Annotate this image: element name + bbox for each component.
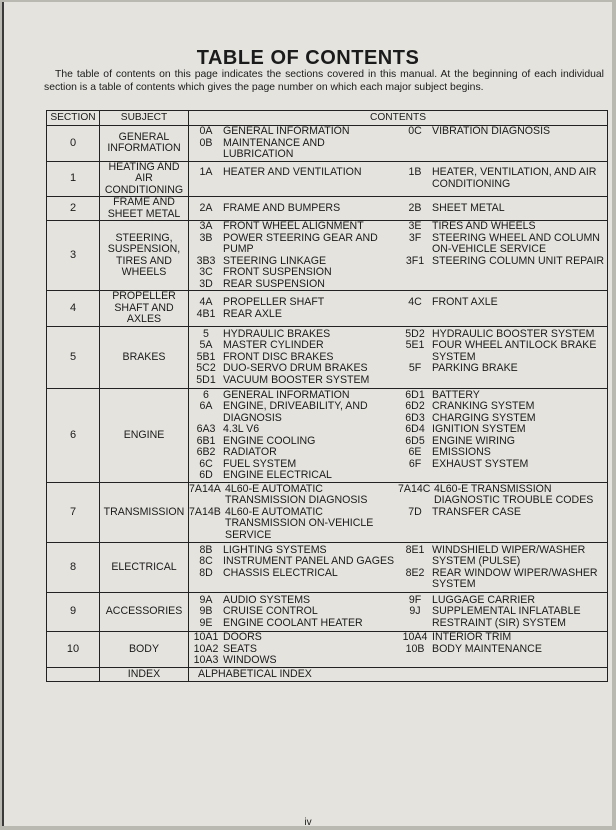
section-contents (189, 483, 608, 543)
contents-entry (398, 459, 607, 471)
contents-entry (189, 221, 398, 233)
header-section: SECTION (47, 111, 100, 126)
subsection-title: BATTERY (432, 388, 480, 401)
contents-entry (189, 655, 398, 667)
subsection-title: ENGINE COOLING (223, 434, 316, 447)
section-contents (189, 291, 608, 327)
contents-entry (398, 221, 607, 233)
section-contents (189, 161, 608, 197)
section-number: 5 (47, 327, 100, 389)
section-contents (189, 543, 608, 593)
contents-column-right (398, 545, 607, 591)
subsection-title: LIGHTING SYSTEMS (223, 543, 327, 556)
subsection-title: AUDIO SYSTEMS (223, 593, 311, 606)
subsection-title: FRONT WHEEL ALIGNMENT (223, 220, 364, 232)
section-contents (189, 126, 608, 162)
subsection-title: EMISSIONS (432, 446, 491, 458)
subsection-title: CHARGING SYSTEM (432, 411, 536, 424)
subsection-code: 6B2 (196, 446, 216, 458)
subsection-code: 4B1 (196, 307, 216, 320)
contents-column-right (398, 297, 607, 320)
contents-entry (398, 606, 607, 629)
subsection-title: FRONT AXLE (432, 296, 498, 308)
contents-entry (398, 126, 607, 138)
subsection-title: MASTER CYLINDER (223, 339, 324, 352)
subsection-code: 9J (409, 605, 421, 618)
contents-column-left (189, 595, 398, 630)
subsection-code: 6E (408, 446, 422, 458)
subsection-title: FRONT DISC BRAKES (223, 350, 334, 363)
subsection-title: BODY MAINTENANCE (432, 642, 542, 655)
subsection-title: DUO-SERVO DRUM BRAKES (223, 362, 368, 375)
contents-entry (398, 363, 607, 375)
subsection-code: 3E (408, 220, 422, 232)
subsection-title: REAR AXLE (223, 307, 282, 320)
section-subject: ENGINE (100, 389, 189, 483)
contents-column-right (398, 167, 607, 190)
subsection-title: GENERAL INFORMATION (223, 125, 350, 137)
subsection-code: 5A (199, 339, 213, 352)
contents-entry (189, 470, 398, 482)
table-row (47, 593, 608, 632)
contents-entry (398, 484, 607, 507)
contents-column-left (189, 390, 398, 482)
contents-column-right (398, 126, 607, 161)
contents-entry (189, 424, 398, 436)
subsection-title: IGNITION SYSTEM (432, 423, 526, 435)
subsection-code: 7A14A (189, 482, 221, 495)
contents-entry (398, 233, 607, 256)
contents-column-left (189, 221, 398, 290)
subsection-title: FOUR WHEEL ANTILOCK BRAKE SYSTEM (432, 339, 597, 363)
section-subject: FRAME AND SHEET METAL (100, 197, 189, 221)
subsection-code: 6A (199, 400, 213, 412)
table-row (47, 221, 608, 291)
section-subject: ACCESSORIES (100, 593, 189, 632)
subsection-code: 2A (199, 201, 213, 214)
contents-column-left (189, 167, 398, 190)
table-row (47, 327, 608, 389)
index-subject: INDEX (100, 668, 189, 682)
subsection-code: 10B (405, 642, 425, 655)
subsection-title: EXHAUST SYSTEM (432, 457, 529, 470)
subsection-title: REAR WINDOW WIPER/WASHER SYSTEM (432, 566, 598, 590)
contents-entry (189, 436, 398, 448)
subsection-title: FUEL SYSTEM (223, 457, 297, 470)
subsection-title: WINDOWS (223, 654, 277, 667)
contents-entry (189, 297, 398, 309)
section-number: 1 (47, 161, 100, 197)
subsection-title: CRUISE CONTROL (223, 605, 318, 618)
subsection-code: 3F1 (405, 254, 425, 267)
subsection-code: 2B (408, 201, 422, 214)
subsection-code: 5D2 (405, 327, 425, 340)
subsection-title: SEATS (223, 642, 257, 655)
subsection-code: 8E2 (405, 566, 425, 579)
contents-column-right (398, 221, 607, 290)
index-row (47, 668, 608, 682)
subsection-code: 6D3 (405, 411, 425, 424)
section-subject: HEATING AND AIR CONDITIONING (100, 161, 189, 197)
contents-entry (189, 375, 398, 387)
index-section-cell (47, 668, 100, 682)
contents-column-left (189, 126, 398, 161)
subsection-code: 6D (199, 469, 213, 481)
subsection-title: ENGINE COOLANT HEATER (223, 616, 363, 629)
contents-entry (398, 447, 607, 459)
subsection-title: MAINTENANCE AND LUBRICATION (223, 136, 325, 160)
subsection-code: 0B (199, 136, 213, 149)
section-number: 2 (47, 197, 100, 221)
subsection-code: 7A14B (189, 505, 221, 518)
page-number: iv (304, 817, 312, 828)
subsection-code: 4A (199, 296, 213, 308)
contents-entry (398, 203, 607, 215)
section-number: 4 (47, 291, 100, 327)
contents-column-left (189, 545, 398, 591)
subsection-code: 10A4 (402, 631, 428, 644)
contents-column-left (189, 329, 398, 387)
contents-entry (398, 297, 607, 309)
subsection-code: 5E1 (405, 339, 425, 352)
subsection-code: 7A14C (398, 482, 431, 495)
contents-column-right (398, 632, 607, 667)
subsection-title: FRONT SUSPENSION (223, 266, 332, 278)
subsection-title: DOORS (223, 631, 262, 644)
subsection-code: 8B (199, 543, 213, 556)
contents-column-left (189, 632, 398, 667)
subsection-title: PROPELLER SHAFT (223, 296, 325, 308)
contents-column-right (398, 595, 607, 630)
section-number: 7 (47, 483, 100, 543)
contents-entry (398, 340, 607, 363)
section-subject: ELECTRICAL (100, 543, 189, 593)
section-number: 0 (47, 126, 100, 162)
subsection-title: LUGGAGE CARRIER (432, 593, 536, 606)
contents-entry (189, 447, 398, 459)
subsection-code: 8D (199, 566, 213, 579)
header-contents: CONTENTS (189, 111, 608, 126)
subsection-title: REAR SUSPENSION (223, 277, 325, 290)
subsection-title: STEERING WHEEL AND COLUMN ON-VEHICLE SERVICE (432, 231, 600, 255)
subsection-title: ENGINE ELECTRICAL (223, 469, 332, 481)
contents-column-left (189, 297, 398, 320)
section-contents (189, 327, 608, 389)
subsection-code: 1B (408, 166, 422, 179)
index-contents: ALPHABETICAL INDEX (189, 668, 608, 682)
subsection-code: 6D5 (405, 434, 425, 447)
subsection-title: SHEET METAL (432, 201, 505, 214)
contents-column-left (189, 484, 398, 542)
subsection-code: 6D2 (405, 400, 425, 412)
subsection-title: HEATER AND VENTILATION (223, 166, 362, 179)
subsection-code: 8E1 (405, 543, 425, 556)
subsection-title: 4L60-E AUTOMATIC TRANSMISSION DIAGNOSIS (225, 482, 368, 507)
contents-column-right (398, 329, 607, 387)
subsection-title: HEATER, VENTILATION, AND AIR CONDITIONING (432, 166, 597, 190)
subsection-code: 6A3 (196, 423, 216, 435)
contents-entry (189, 556, 398, 568)
subsection-title: 4L60-E AUTOMATIC TRANSMISSION ON-VEHICLE SERVICE (225, 505, 374, 541)
intro-paragraph: The table of contents on this page indicates the sections covered in this manual. At the beginning of each individual section is a table of contents which gives the page number on which each major subject begins. (44, 69, 604, 93)
subsection-code: 0C (408, 125, 422, 137)
subsection-title: WINDSHIELD WIPER/WASHER SYSTEM (PULSE) (432, 543, 586, 567)
contents-column-right (398, 390, 607, 482)
subsection-title: STEERING COLUMN UNIT REPAIR (432, 254, 605, 267)
contents-entry (398, 401, 607, 413)
table-row (47, 632, 608, 668)
subsection-title: POWER STEERING GEAR AND PUMP (223, 231, 378, 255)
section-subject: BODY (100, 632, 189, 668)
table-row (47, 543, 608, 593)
subsection-code: 6 (203, 388, 209, 401)
subsection-title: ENGINE, DRIVEABILITY, AND DIAGNOSIS (223, 400, 368, 424)
contents-entry (398, 545, 607, 568)
subsection-code: 5 (203, 327, 209, 340)
subsection-code: 7D (408, 505, 422, 518)
subsection-code: 6D4 (405, 423, 425, 435)
subsection-code: 5C2 (196, 362, 216, 375)
subsection-title: VACUUM BOOSTER SYSTEM (223, 373, 370, 386)
section-number: 8 (47, 543, 100, 593)
manual-page (2, 2, 612, 826)
section-subject: STEERING, SUSPENSION, TIRES AND WHEELS (100, 221, 189, 291)
subsection-code: 3A (199, 220, 213, 232)
section-subject: TRANSMISSION (100, 483, 189, 543)
subsection-code: 10A1 (193, 631, 219, 644)
contents-entry (398, 644, 607, 656)
contents-entry (189, 267, 398, 279)
subsection-title: STEERING LINKAGE (223, 254, 327, 267)
section-contents (189, 221, 608, 291)
section-number: 10 (47, 632, 100, 668)
subsection-title: ENGINE WIRING (432, 434, 515, 447)
contents-column-right (398, 203, 607, 215)
contents-entry (189, 507, 398, 542)
subsection-title: RADIATOR (223, 446, 277, 458)
subsection-code: 9E (199, 616, 213, 629)
subsection-code: 3C (199, 266, 213, 278)
subsection-code: 5D1 (196, 373, 216, 386)
contents-entry (398, 568, 607, 591)
contents-entry (398, 167, 607, 190)
table-header-row (47, 111, 608, 126)
section-number: 9 (47, 593, 100, 632)
subsection-code: 6D1 (405, 388, 425, 401)
subsection-title: INTERIOR TRIM (432, 631, 512, 644)
contents-table (46, 110, 608, 682)
table-row (47, 161, 608, 197)
subsection-code: 8C (199, 555, 213, 567)
subsection-title: TRANSFER CASE (432, 505, 521, 518)
subsection-title: GENERAL INFORMATION (223, 388, 350, 401)
subsection-code: 10A2 (193, 642, 219, 655)
table-row (47, 483, 608, 543)
contents-entry (189, 484, 398, 507)
subsection-title: TIRES AND WHEELS (432, 220, 536, 232)
section-contents (189, 197, 608, 221)
table-row (47, 389, 608, 483)
page-title: TABLE OF CONTENTS (196, 47, 420, 69)
contents-entry (189, 632, 398, 644)
contents-entry (189, 644, 398, 656)
section-contents (189, 593, 608, 632)
contents-entry (189, 279, 398, 291)
section-subject: PROPELLER SHAFT AND AXLES (100, 291, 189, 327)
subsection-title: CHASSIS ELECTRICAL (223, 566, 338, 579)
contents-entry (189, 138, 398, 161)
subsection-code: 3B3 (196, 254, 216, 267)
section-subject: GENERAL INFORMATION (100, 126, 189, 162)
subsection-code: 6C (199, 457, 213, 470)
subsection-title: INSTRUMENT PANEL AND GAGES (223, 555, 395, 567)
contents-entry (189, 203, 398, 215)
contents-entry (189, 618, 398, 630)
subsection-title: 4L60-E TRANSMISSION DIAGNOSTIC TROUBLE CODES (434, 482, 594, 507)
subsection-title: HYDRAULIC BOOSTER SYSTEM (432, 327, 595, 340)
subsection-title: FRAME AND BUMPERS (223, 201, 341, 214)
table-row (47, 197, 608, 221)
subsection-code: 9F (408, 593, 422, 606)
contents-entry (398, 256, 607, 268)
subsection-code: 9B (199, 605, 213, 618)
table-body (47, 126, 608, 668)
section-contents (189, 632, 608, 668)
section-subject: BRAKES (100, 327, 189, 389)
subsection-title: SUPPLEMENTAL INFLATABLE RESTRAINT (SIR) SYSTEM (432, 605, 581, 629)
subsection-code: 4C (408, 296, 422, 308)
contents-column-left (189, 203, 398, 215)
subsection-code: 5F (408, 362, 422, 375)
contents-entry (398, 436, 607, 448)
contents-entry (189, 309, 398, 321)
table-row (47, 291, 608, 327)
contents-entry (189, 568, 398, 580)
subsection-code: 10A3 (193, 654, 219, 667)
section-number: 6 (47, 389, 100, 483)
section-contents (189, 389, 608, 483)
section-number: 3 (47, 221, 100, 291)
header-subject: SUBJECT (100, 111, 189, 126)
subsection-code: 0A (199, 125, 213, 137)
subsection-title: HYDRAULIC BRAKES (223, 327, 331, 340)
subsection-code: 1A (199, 166, 213, 179)
subsection-code: 6B1 (196, 434, 216, 447)
contents-entry (189, 233, 398, 256)
contents-column-right (398, 484, 607, 542)
subsection-title: CRANKING SYSTEM (432, 400, 535, 412)
contents-entry (398, 424, 607, 436)
contents-entry (189, 401, 398, 424)
contents-entry (189, 167, 398, 179)
subsection-code: 5B1 (196, 350, 216, 363)
contents-entry (189, 126, 398, 138)
subsection-code: 3F (408, 231, 422, 244)
contents-entry (398, 507, 607, 519)
subsection-title: VIBRATION DIAGNOSIS (432, 125, 551, 137)
subsection-code: 9A (199, 593, 213, 606)
subsection-title: 4.3L V6 (223, 423, 260, 435)
subsection-code: 3D (199, 277, 213, 290)
subsection-code: 3B (199, 231, 213, 244)
table-row (47, 126, 608, 162)
subsection-title: PARKING BRAKE (432, 362, 518, 375)
subsection-code: 6F (408, 457, 422, 470)
